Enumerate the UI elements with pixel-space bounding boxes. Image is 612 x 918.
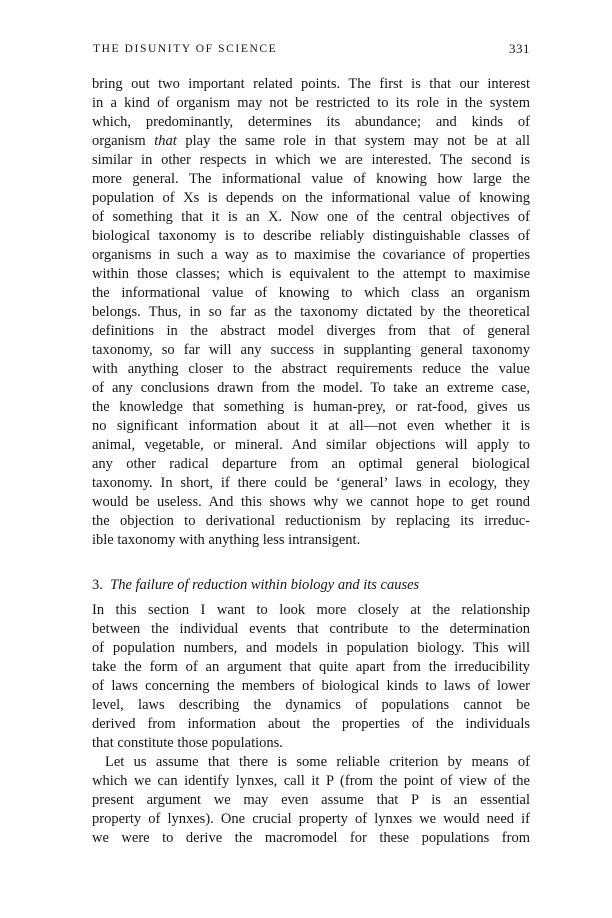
text-line: property of lynxes). One crucial property of lynxes we would need if xyxy=(92,811,530,827)
text-line: organisms in such a way as to maximise the covariance of properties xyxy=(92,247,530,263)
text-line: the objection to derivational reductionism by replacing its irreduc- xyxy=(92,513,530,529)
text-line: definitions in the abstract model diverges from that of general xyxy=(92,323,530,339)
text-line: take the form of an argument that quite apart from the irreducibility xyxy=(92,659,530,675)
text-line: Let us assume that there is some reliable criterion by means of xyxy=(105,754,530,770)
section-heading xyxy=(92,576,530,595)
text-line: that constitute those populations. xyxy=(92,735,283,751)
text-line: level, laws describing the dynamics of populations cannot be xyxy=(92,697,530,713)
text-line: taxonomy. In short, if there could be ‘general’ laws in ecology, they xyxy=(92,475,530,491)
text-line: animal, vegetable, or mineral. And similar objections will apply to xyxy=(92,437,530,453)
text-line: the informational value of knowing to which class an organism xyxy=(92,285,530,301)
text-line: of something that it is an X. Now one of the central objectives of xyxy=(92,209,530,225)
text-line: would be useless. And this shows why we cannot hope to get round xyxy=(92,494,530,510)
text-line: which, predominantly, determines its abundance; and kinds of xyxy=(92,114,530,130)
page-number: 331 xyxy=(509,41,530,56)
running-header xyxy=(93,40,530,58)
text-line: derived from information about the properties of the individuals xyxy=(92,716,530,732)
text-line: more general. The informational value of knowing how large the xyxy=(92,171,530,187)
text-line: belongs. Thus, in so far as the taxonomy dictated by the theoretical xyxy=(92,304,530,320)
text-line: the knowledge that something is human-prey, or rat-food, gives us xyxy=(92,399,530,415)
running-title: THE DISUNITY OF SCIENCE xyxy=(93,43,278,55)
text-line: with anything closer to the abstract requirements reduce the value xyxy=(92,361,530,377)
text-line: In this section I want to look more closely at the relationship xyxy=(92,602,530,618)
text-line: similar in other respects in which we are interested. The second is xyxy=(92,152,530,168)
text-line: present argument we may even assume that P is an essential xyxy=(92,792,530,808)
section-number: 3. xyxy=(92,577,103,593)
text-line: of population numbers, and models in population biology. This will xyxy=(92,640,530,656)
text-line: between the individual events that contribute to the determination xyxy=(92,621,530,637)
text-line: biological taxonomy is to describe reliably distinguishable classes of xyxy=(92,228,530,244)
text-line: which we can identify lynxes, call it P (from the point of view of the xyxy=(92,773,530,789)
text-line: of any conclusions drawn from the model. To take an extreme case, xyxy=(92,380,530,396)
emphasis: that xyxy=(154,133,177,149)
text-line: organism that play the same role in that system may not be at all xyxy=(92,133,530,149)
text-line: population of Xs is depends on the informational value of knowing xyxy=(92,190,530,206)
section-title: The failure of reduction within biology and its causes xyxy=(110,577,420,593)
text-line: in a kind of organism may not be restricted to its role in the system xyxy=(92,95,530,111)
text-line: within those classes; which is equivalent to the attempt to maximise xyxy=(92,266,530,282)
text-line: ible taxonomy with anything less intransigent. xyxy=(92,532,361,548)
text-line: any other radical departure from an optimal general biological xyxy=(92,456,530,472)
text-line: of laws concerning the members of biological kinds to laws of lower xyxy=(92,678,530,694)
text-line: we were to derive the macromodel for these populations from xyxy=(92,830,530,846)
text-line: taxonomy, so far will any success in supplanting general taxonomy xyxy=(92,342,530,358)
text-line: bring out two important related points. The first is that our interest xyxy=(92,76,530,92)
text-line: no significant information about it at all—not even whether it is xyxy=(92,418,530,434)
